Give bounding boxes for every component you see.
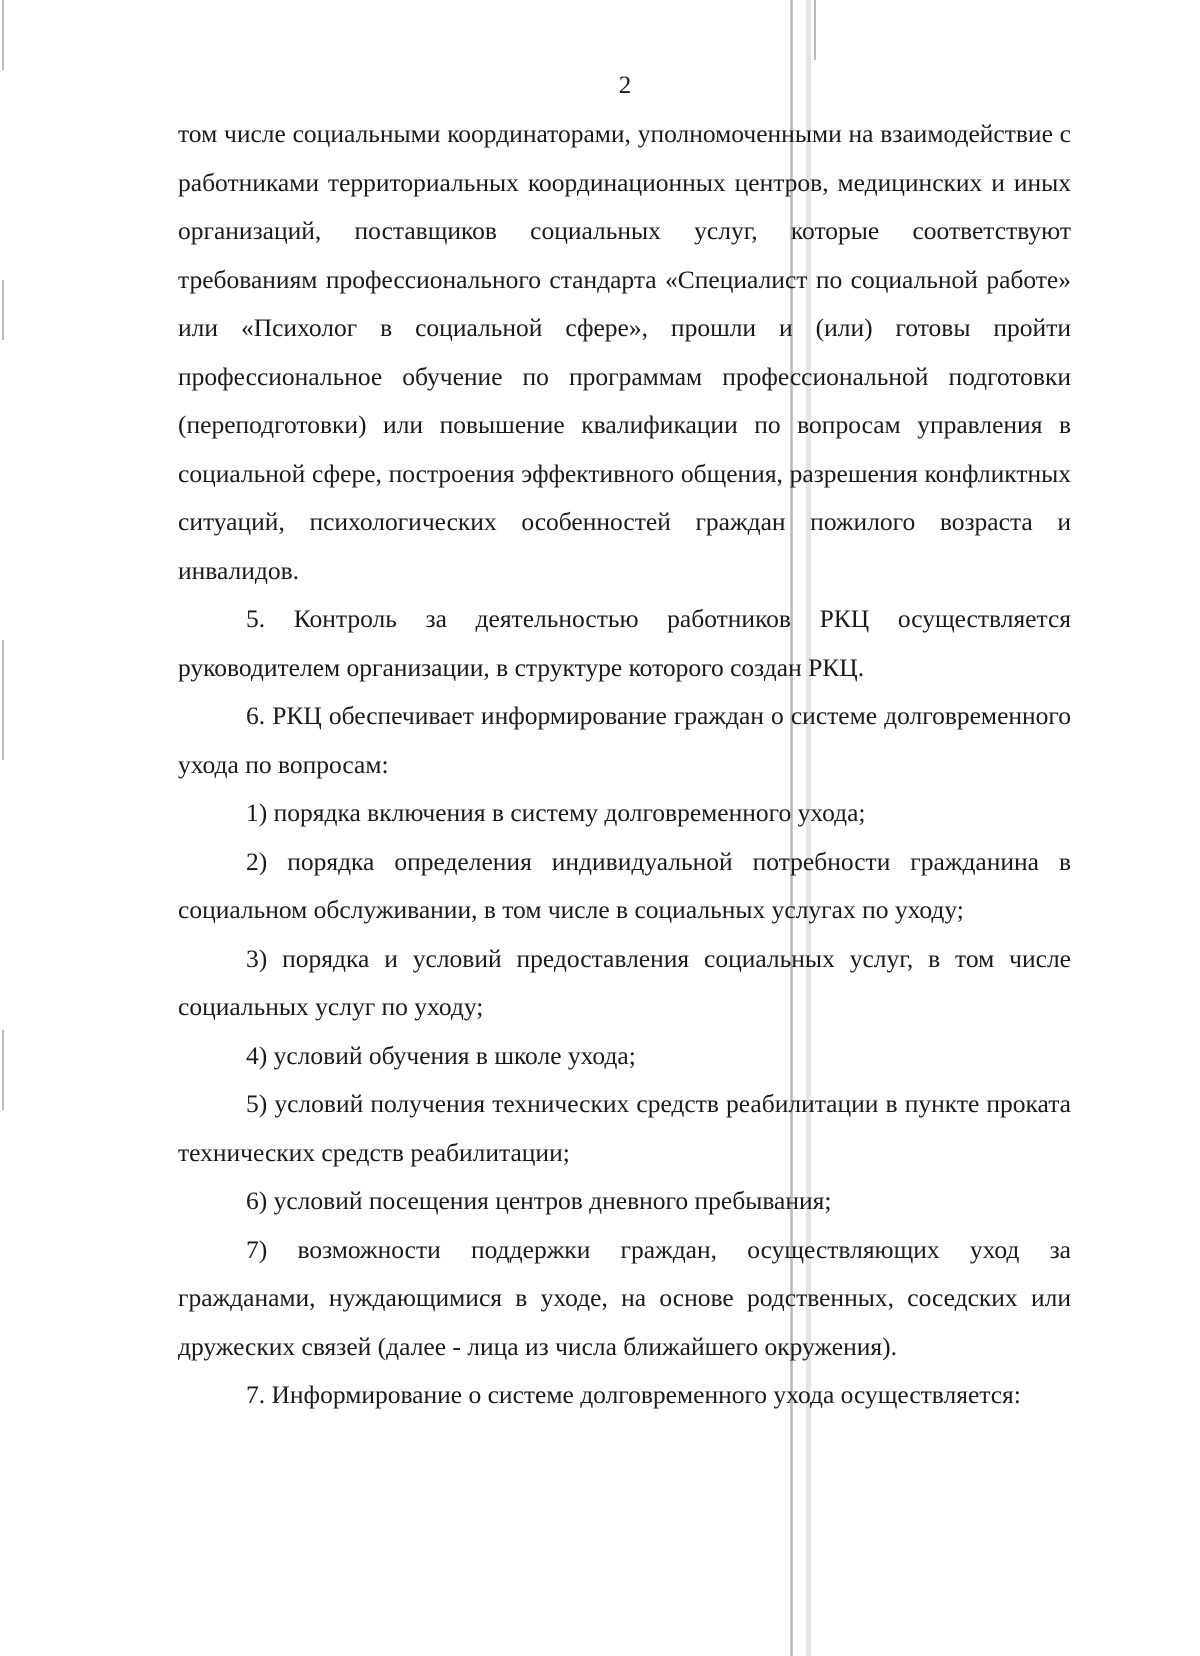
scan-left-edge-mark xyxy=(2,640,4,760)
paragraph-item-6: 6. РКЦ обеспечивает информирование граждан о системе долговременного ухода по вопросам: xyxy=(178,701,1071,779)
list-item-5: 5) условий получения технических средств реабилитации в пункте проката технических средств реабилитации; xyxy=(178,1089,1071,1167)
scan-left-edge-mark xyxy=(2,280,4,340)
list-item-6: 6) условий посещения центров дневного пребывания; xyxy=(246,1186,832,1215)
scan-left-edge-mark xyxy=(2,1030,4,1110)
scan-left-edge-mark xyxy=(2,0,4,70)
list-item-2: 2) порядка определения индивидуальной потребности гражданина в социальном обслуживании, в том числе в социальных услугах по уходу; xyxy=(178,846,1071,924)
scan-fold-mark xyxy=(814,0,816,60)
page-number: 2 xyxy=(618,72,632,99)
document-body xyxy=(178,110,1071,1420)
list-item-4: 4) условий обучения в школе ухода; xyxy=(246,1040,636,1070)
paragraph-continuation: том числе социальными координаторами, уполномоченными на взаимодействие с работниками территориальных координационных центров, медицинских и иных организаций, поставщиков социальных услуг, которые соответствуют требованиям профессионального стандарта «Специалист по социальной работе» или «Психолог в социальной сфере», прошли и (или) готовы пройти профессиональное обучение по программам профессиональной подготовки (переподготовки) или повышение квалификации по вопросам управления в социальной сфере, построения эффективного общения, разрешения конфликтных ситуаций, психологических особенностей граждан пожилого возраста и инвалидов. xyxy=(178,119,1071,585)
paragraph-item-7: 7. Информирование о системе долговременного ухода осуществляется: xyxy=(246,1380,1021,1409)
list-item-3: 3) порядка и условий предоставления социальных услуг, в том числе социальных услуг по уходу; xyxy=(178,943,1071,1021)
list-item-1: 1) порядка включения в систему долговременного ухода; xyxy=(246,798,866,827)
paragraph-item-5: 5. Контроль за деятельностью работников РКЦ осуществляется руководителем организации, в структуре которого создан РКЦ. xyxy=(178,604,1071,682)
list-item-7: 7) возможности поддержки граждан, осуществляющих уход за гражданами, нуждающимися в уходе, на основе родственных, соседских или дружеских связей (далее - лица из числа ближайшего окружения). xyxy=(178,1234,1071,1361)
